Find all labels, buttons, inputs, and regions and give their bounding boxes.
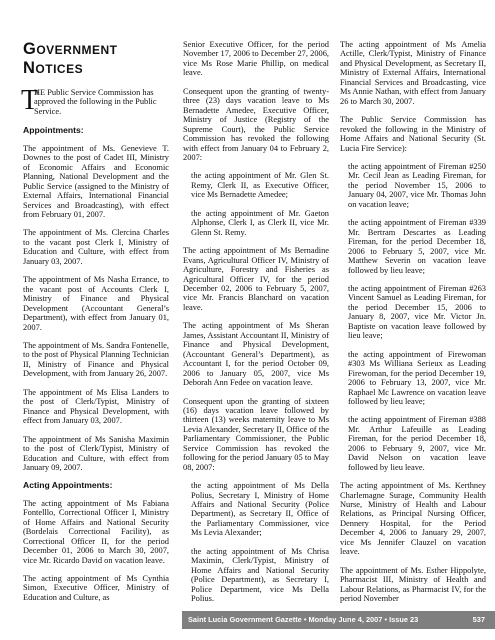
intro-text: HE Public Service Commission has approved the following in the Public Service. <box>34 88 157 116</box>
notice-paragraph: The acting appointment of Ms Cynthia Simon, Executive Officer, Ministry of Education and Culture, as <box>23 574 169 602</box>
notice-subparagraph: the acting appointment of Fireman #339 Mr. Bertram Descartes as Leading Fireman, for the period December 18, 2006 to February 5, 2007, vice Mr. Matthew Severin on vacation leave followed by lieu leave; <box>348 218 486 275</box>
title-line-2: Notices <box>23 59 84 77</box>
notice-subparagraph: the acting appointment of Mr. Gaeton Alphonse, Clerk I, as Clerk II, vice Mr. Glenn St. Remy. <box>191 208 329 237</box>
column-1 <box>23 40 169 611</box>
page-footer <box>182 611 495 629</box>
notice-paragraph: Senior Executive Officer, for the period November 17, 2006 to December 27, 2006, vice Ms Rose Marie Phillip, on medical leave. <box>183 40 329 78</box>
notice-paragraph: The appointment of Ms Nasha Errance, to the vacant post of Accounts Clerk I, Ministry of Finance and Physical Development (Accountant General’s Department), with effect from January 01, 2007. <box>23 275 169 332</box>
notice-paragraph: The appointment of Ms. Esther Hippolyte, Pharmacist III, Ministry of Health and Labour Relations, as Pharmacist IV, for the period November <box>340 565 486 604</box>
notice-paragraph: The acting appointment of Ms. Kerthney Charlemagne Surage, Community Health Nurse, Ministry of Health and Labour Relations, as Principal Nursing Officer, Dennery Hospital, for the Period December 4, 2006 to January 29, 2007, vice Ms Jennifer Clauzel on vacation leave. <box>340 481 486 557</box>
column-3 <box>340 40 486 613</box>
appointments-heading: Appointments: <box>23 125 84 136</box>
notice-subparagraph: the acting appointment of Fireman #388 Mr. Arthur Lafeuille as Leading Fireman, for the period December 18, 2006 to February 9, 2007, vice Mr. David Nelson on vacation leave followed by lieu leave. <box>348 415 486 472</box>
footer-text: Saint Lucia Government Gazette • Monday June 4, 2007 • Issue 23 <box>188 615 419 624</box>
notice-paragraph: Consequent upon the granting of twenty-three (23) days vacation leave to Ms Bernadette Amedee, Executive Officer, Ministry of Justice (Registry of the Supreme Court), the Public Service Commission has revoked the following with effect from January 04 to February 2, 2007: <box>183 86 329 162</box>
acting-appointments-heading: Acting Appointments: <box>23 480 113 491</box>
notice-paragraph: The acting appointment of Ms Bernadine Evans, Agricultural Officer IV, Ministry of Agriculture, Forestry and Fisheries as Agricultural Officer IV, for the period December 02, 2006 to February 5, 2007, vice Mr. Francis Blanchard on vacation leave. <box>183 246 329 312</box>
notice-paragraph: The acting appointment of Ms Fabiana Fontelllo, Correctional Officer I, Ministry of Home Affairs and National Security (Bordelais Correctional Facility), as Correctional Officer II, for the period December 01, 2006 to March 30, 2007, vice Mr. Ricardo David on vacation leave. <box>23 498 169 565</box>
notice-paragraph: The acting appointment of Ms Sheran James, Assistant Accountant II, Ministry of Finance and Physical Development, (Accountant General’s Department), as Accountant I, for the period October 09, 2006 to January 05, 2007, vice Ms Deborah Ann Fedee on vacation leave. <box>183 321 329 388</box>
notice-subparagraph: the acting appointment of Ms Chrisa Maximin, Clerk/Typist, Ministry of Home Affairs and National Security (Police Department), as Secretary I, Police Department, vice Ms Della Polius. <box>191 546 329 604</box>
notice-paragraph: The appointment of Ms. Clercina Charles to the vacant post Clerk I, Ministry of Education and Culture, with effect from January 03, 2007. <box>23 228 169 266</box>
notice-paragraph: The acting appointment of Ms Amelia Actille, Clerk/Typist, Ministry of Finance and Physical Development, as Secretary II, Ministry of External Affairs, International Financial Services and Broadcasting, vice Ms Annie Nathan, with effect from January 26 to March 30, 2007. <box>340 40 486 106</box>
notice-paragraph: The appointment of Ms. Genevieve T. Downes to the post of Cadet III, Ministry of Economic Affairs and Economic Planning, National Development and the Public Service (assigned to the Ministry of External Affairs, International Financial Services and Broadcasting), with effect from February 01, 2007. <box>23 143 169 219</box>
notice-subparagraph: the acting appointment of Firewoman #303 Ms Williana Serieux as Leading Firewoman, for the period December 19, 2006 to February 13, 2007, vice Mr. Raphael Mc Lawrence on vacation leave followed by lieu leave; <box>348 349 486 406</box>
page-title <box>23 40 169 78</box>
column-2 <box>183 40 329 613</box>
notice-subparagraph: the acting appointment of Fireman #263 Vincent Samuel as Leading Fireman, for the period December 15, 2006 to January 8, 2007, vice Mr. Victor Jn. Baptiste on vacation leave followed by lieu leave; <box>348 283 486 341</box>
page-number: 537 <box>472 615 485 624</box>
title-line-1: Government <box>23 40 118 58</box>
notice-paragraph: The Public Service Commission has revoked the following in the Ministry of Home Affairs and National Security (St. Lucia Fire Service): <box>340 115 486 153</box>
notice-paragraph: The appointment of Ms Sanisha Maximin to the post of Clerk/Typist, Ministry of Education and Culture, with effect from January 09, 2007. <box>23 434 169 472</box>
intro-paragraph <box>21 85 169 116</box>
notice-subparagraph: the acting appointment of Mr. Glen St. Remy, Clerk II, as Executive Officer, vice Ms Bernadette Amedee; <box>191 171 329 200</box>
notice-subparagraph: the acting appointment of Fireman #250 Mr. Cecil Jean as Leading Fireman, for the period November 15, 2006 to January 04, 2007, vice Mr. Thomas John on vacation leave; <box>348 161 486 209</box>
drop-cap: T <box>21 85 39 116</box>
notice-subparagraph: the acting appointment of Ms Della Polius, Secretary I, Ministry of Home Affairs and National Security (Police Department), as Secretary II, Office of the Parliamentary Commissioner, vice Ms Levia Alexander; <box>191 481 329 538</box>
notice-paragraph: The appointment of Ms. Sandra Fontenelle, to the post of Physical Planning Technician II, Ministry of Finance and Physical Development, with from January 26, 2007. <box>23 340 169 379</box>
notice-paragraph: The appointment of Ms Elisa Landers to the post of Clerk/Typist, Ministry of Finance and Physical Development, with effect from January 03, 2007. <box>23 387 169 426</box>
notice-paragraph: Consequent upon the granting of sixteen (16) days vacation leave followed by thirteen (13) weeks maternity leave to Ms Levia Alexander, Secretary II, Office of the Parliamentary Commissioner, the Public Service Commission has revoked the following for the period January 05 to May 08, 2007: <box>183 396 329 472</box>
